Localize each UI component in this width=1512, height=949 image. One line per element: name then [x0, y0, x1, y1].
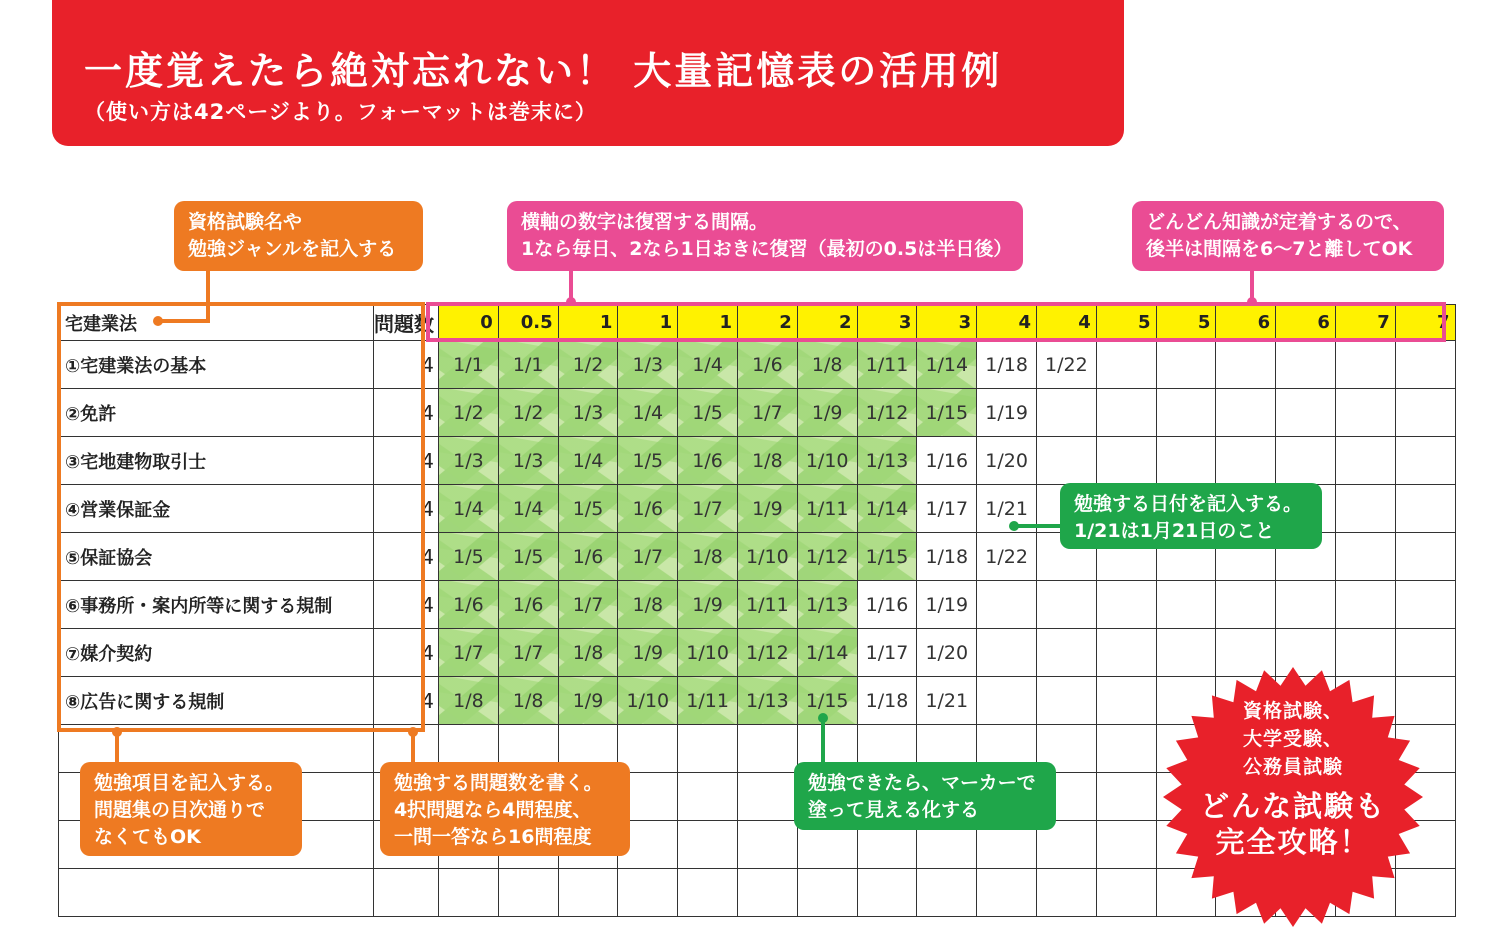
callout-items	[80, 762, 302, 856]
callout-items-line2: 問題集の目次通りで	[94, 799, 266, 821]
date-cell: 1/11	[857, 341, 917, 389]
date-cell: 1/21	[977, 485, 1037, 533]
date-cell	[1395, 581, 1455, 629]
date-cell: 1/3	[439, 437, 499, 485]
date-cell: 1/11	[797, 485, 857, 533]
date-cell	[1335, 437, 1395, 485]
date-cell: 1/16	[917, 437, 977, 485]
empty-cell	[1096, 821, 1156, 869]
callout-count	[380, 762, 630, 856]
date-cell: 1/9	[678, 581, 738, 629]
study-item: ④営業保証金	[59, 485, 374, 533]
interval-header: 3	[917, 305, 977, 341]
date-cell: 1/12	[857, 389, 917, 437]
table-header-row	[59, 305, 1456, 341]
date-cell: 1/7	[737, 389, 797, 437]
date-cell	[1395, 533, 1455, 581]
date-cell: 1/18	[857, 677, 917, 725]
starburst-line5: 完全攻略！	[1215, 825, 1371, 859]
study-item: ⑤保証協会	[59, 533, 374, 581]
date-cell: 1/6	[439, 581, 499, 629]
date-cell: 1/15	[797, 677, 857, 725]
date-cell	[1096, 677, 1156, 725]
date-cell: 1/2	[558, 341, 618, 389]
date-cell: 1/22	[977, 533, 1037, 581]
date-cell: 1/9	[737, 485, 797, 533]
date-cell: 1/7	[558, 581, 618, 629]
problem-count: 4	[374, 629, 439, 677]
date-cell: 1/14	[857, 485, 917, 533]
date-cell: 1/15	[917, 389, 977, 437]
date-cell: 1/10	[737, 533, 797, 581]
interval-header: 5	[1156, 305, 1216, 341]
callout-count-line1: 勉強する問題数を書く。	[394, 772, 603, 794]
callout-count-line2: 4択問題なら4問程度、	[394, 799, 592, 821]
date-cell: 1/5	[558, 485, 618, 533]
date-cell: 1/10	[678, 629, 738, 677]
date-cell	[1036, 629, 1096, 677]
date-cell: 1/1	[439, 341, 499, 389]
date-cell: 1/8	[558, 629, 618, 677]
callout-date-line1: 勉強する日付を記入する。	[1074, 493, 1303, 515]
date-cell: 1/20	[977, 437, 1037, 485]
date-cell: 1/8	[618, 581, 678, 629]
empty-cell	[737, 821, 797, 869]
date-cell	[1096, 389, 1156, 437]
empty-cell	[678, 773, 738, 821]
study-item: ⑧広告に関する規制	[59, 677, 374, 725]
table-row	[59, 437, 1456, 485]
problem-count: 4	[374, 485, 439, 533]
date-cell: 1/5	[498, 533, 558, 581]
date-cell	[1216, 437, 1276, 485]
date-cell	[1216, 341, 1276, 389]
interval-header: 1	[618, 305, 678, 341]
date-cell	[1276, 341, 1336, 389]
empty-cell	[1036, 869, 1096, 917]
date-cell: 1/21	[917, 677, 977, 725]
date-cell: 1/4	[618, 389, 678, 437]
date-cell	[1395, 437, 1455, 485]
empty-cell	[558, 869, 618, 917]
interval-header: 0.5	[498, 305, 558, 341]
date-cell: 1/6	[737, 341, 797, 389]
date-cell	[1216, 389, 1276, 437]
empty-cell	[498, 869, 558, 917]
date-cell: 1/7	[439, 629, 499, 677]
study-item: ⑦媒介契約	[59, 629, 374, 677]
empty-cell	[678, 869, 738, 917]
problem-count: 4	[374, 341, 439, 389]
date-cell	[1156, 389, 1216, 437]
date-cell	[1096, 437, 1156, 485]
date-cell: 1/14	[797, 629, 857, 677]
date-cell: 1/16	[857, 581, 917, 629]
callout-later-interval	[1132, 201, 1444, 271]
study-item: ①宅建業法の基本	[59, 341, 374, 389]
date-cell	[1096, 629, 1156, 677]
callout-later-line2: 後半は間隔を6〜7と離してOK	[1146, 238, 1413, 260]
subject-name: 宅建業法	[59, 305, 374, 341]
problem-count: 4	[374, 437, 439, 485]
date-cell	[1096, 581, 1156, 629]
date-cell: 1/2	[498, 389, 558, 437]
date-cell	[1156, 437, 1216, 485]
date-cell: 1/8	[737, 437, 797, 485]
date-cell	[977, 629, 1037, 677]
connector-count-dot	[408, 727, 418, 737]
date-cell: 1/6	[498, 581, 558, 629]
date-cell	[1276, 437, 1336, 485]
callout-marker-line2: 塗って見える化する	[808, 799, 980, 821]
date-cell	[1395, 341, 1455, 389]
date-cell: 1/5	[678, 389, 738, 437]
table-row	[59, 581, 1456, 629]
starburst-text	[1160, 664, 1426, 930]
callout-exam-name	[174, 201, 423, 271]
starburst-line3: 公務員試験	[1242, 756, 1343, 778]
date-cell: 1/8	[498, 677, 558, 725]
date-cell: 1/19	[917, 581, 977, 629]
date-cell: 1/5	[439, 533, 499, 581]
date-cell: 1/9	[618, 629, 678, 677]
date-cell: 1/6	[558, 533, 618, 581]
empty-cell	[917, 869, 977, 917]
empty-cell	[439, 869, 499, 917]
date-cell: 1/4	[678, 341, 738, 389]
date-cell: 1/10	[797, 437, 857, 485]
date-cell	[1216, 581, 1276, 629]
page-subtitle: （使い方は42ページより。フォーマットは巻末に）	[84, 100, 597, 124]
date-cell: 1/6	[678, 437, 738, 485]
interval-header: 2	[737, 305, 797, 341]
date-cell	[1156, 341, 1216, 389]
empty-cell	[1096, 773, 1156, 821]
callout-marker-line1: 勉強できたら、マーカーで	[808, 772, 1036, 794]
date-cell	[1395, 389, 1455, 437]
empty-cell	[797, 869, 857, 917]
date-cell	[1335, 581, 1395, 629]
starburst-line1: 資格試験、	[1242, 700, 1343, 722]
empty-cell	[737, 773, 797, 821]
date-cell	[1335, 533, 1395, 581]
date-cell: 1/17	[857, 629, 917, 677]
page-title: 一度覚えたら絶対忘れない！ 大量記憶表の活用例	[84, 49, 1003, 93]
date-cell: 1/4	[498, 485, 558, 533]
date-cell: 1/5	[618, 437, 678, 485]
date-cell: 1/14	[917, 341, 977, 389]
problem-count: 4	[374, 677, 439, 725]
date-cell: 1/22	[1036, 341, 1096, 389]
date-cell	[1335, 341, 1395, 389]
date-cell: 1/15	[857, 533, 917, 581]
starburst-line2: 大学受験、	[1242, 728, 1343, 750]
date-cell: 1/10	[618, 677, 678, 725]
date-cell	[977, 581, 1037, 629]
empty-cell	[678, 725, 738, 773]
date-cell	[1395, 485, 1455, 533]
date-cell: 1/3	[558, 389, 618, 437]
connector-date-dot	[1009, 521, 1019, 531]
date-cell	[1036, 389, 1096, 437]
interval-header: 6	[1216, 305, 1276, 341]
interval-header: 0	[439, 305, 499, 341]
date-cell: 1/3	[498, 437, 558, 485]
date-cell: 1/8	[678, 533, 738, 581]
empty-cell	[737, 869, 797, 917]
date-cell: 1/4	[558, 437, 618, 485]
date-cell: 1/18	[977, 341, 1037, 389]
date-cell: 1/20	[917, 629, 977, 677]
date-cell: 1/13	[797, 581, 857, 629]
callout-exam-name-line2: 勉強ジャンルを記入する	[188, 238, 397, 260]
date-cell	[1096, 341, 1156, 389]
interval-header: 2	[797, 305, 857, 341]
callout-later-line1: どんどん知識が定着するので、	[1146, 211, 1412, 233]
date-cell	[1036, 581, 1096, 629]
interval-header: 3	[857, 305, 917, 341]
table-row	[59, 389, 1456, 437]
date-cell: 1/2	[439, 389, 499, 437]
callout-exam-name-line1: 資格試験名や	[188, 211, 303, 233]
date-cell: 1/1	[498, 341, 558, 389]
table-row	[59, 341, 1456, 389]
date-cell: 1/19	[977, 389, 1037, 437]
date-cell: 1/17	[917, 485, 977, 533]
date-cell: 1/7	[618, 533, 678, 581]
empty-cell	[374, 869, 439, 917]
interval-header: 1	[678, 305, 738, 341]
date-cell: 1/8	[797, 341, 857, 389]
date-cell	[1335, 485, 1395, 533]
date-cell: 1/9	[797, 389, 857, 437]
date-cell	[1036, 437, 1096, 485]
interval-header: 1	[558, 305, 618, 341]
study-item: ⑥事務所・案内所等に関する規制	[59, 581, 374, 629]
date-cell: 1/12	[737, 629, 797, 677]
date-cell: 1/9	[558, 677, 618, 725]
date-cell: 1/3	[618, 341, 678, 389]
date-cell	[1276, 581, 1336, 629]
callout-date-line2: 1/21は1月21日のこと	[1074, 520, 1275, 542]
callout-date	[1060, 483, 1322, 549]
date-cell: 1/11	[737, 581, 797, 629]
date-cell: 1/11	[678, 677, 738, 725]
date-cell: 1/4	[439, 485, 499, 533]
interval-header: 7	[1395, 305, 1455, 341]
callout-interval-line1: 横軸の数字は復習する間隔。	[521, 211, 769, 233]
interval-header: 7	[1335, 305, 1395, 341]
date-cell	[1156, 581, 1216, 629]
date-cell: 1/7	[678, 485, 738, 533]
callout-count-line3: 一問一答なら16問程度	[394, 826, 592, 848]
date-cell: 1/7	[498, 629, 558, 677]
empty-cell	[737, 725, 797, 773]
problem-count: 4	[374, 581, 439, 629]
date-cell: 1/8	[439, 677, 499, 725]
problem-count: 4	[374, 533, 439, 581]
connector-date	[1016, 524, 1060, 528]
interval-header: 4	[1036, 305, 1096, 341]
date-cell	[977, 677, 1037, 725]
callout-interval	[507, 201, 1023, 271]
date-cell: 1/12	[797, 533, 857, 581]
callout-interval-line2: 1なら毎日、2なら1日おきに復習（最初の0.5は半日後）	[521, 238, 1013, 260]
date-cell: 1/13	[737, 677, 797, 725]
date-cell	[1036, 677, 1096, 725]
connector-marker	[821, 718, 825, 762]
date-cell	[1335, 389, 1395, 437]
interval-header: 6	[1276, 305, 1336, 341]
date-cell: 1/13	[857, 437, 917, 485]
count-header: 問題数	[374, 305, 439, 341]
title-banner	[52, 0, 1124, 146]
empty-cell	[678, 821, 738, 869]
empty-cell	[977, 869, 1037, 917]
interval-header: 5	[1096, 305, 1156, 341]
starburst-line4: どんな試験も	[1199, 789, 1386, 823]
empty-cell	[1096, 869, 1156, 917]
study-item: ②免許	[59, 389, 374, 437]
callout-items-line1: 勉強項目を記入する。	[94, 772, 285, 794]
empty-cell	[59, 869, 374, 917]
date-cell	[1276, 389, 1336, 437]
empty-cell	[1096, 725, 1156, 773]
interval-header: 4	[977, 305, 1037, 341]
problem-count: 4	[374, 389, 439, 437]
callout-items-line3: なくてもOK	[94, 826, 201, 848]
date-cell: 1/18	[917, 533, 977, 581]
connector-marker-dot	[818, 713, 828, 723]
callout-marker	[794, 762, 1056, 830]
connector-items-dot	[112, 727, 122, 737]
empty-cell	[618, 869, 678, 917]
empty-cell	[857, 869, 917, 917]
date-cell: 1/6	[618, 485, 678, 533]
study-item: ③宅地建物取引士	[59, 437, 374, 485]
